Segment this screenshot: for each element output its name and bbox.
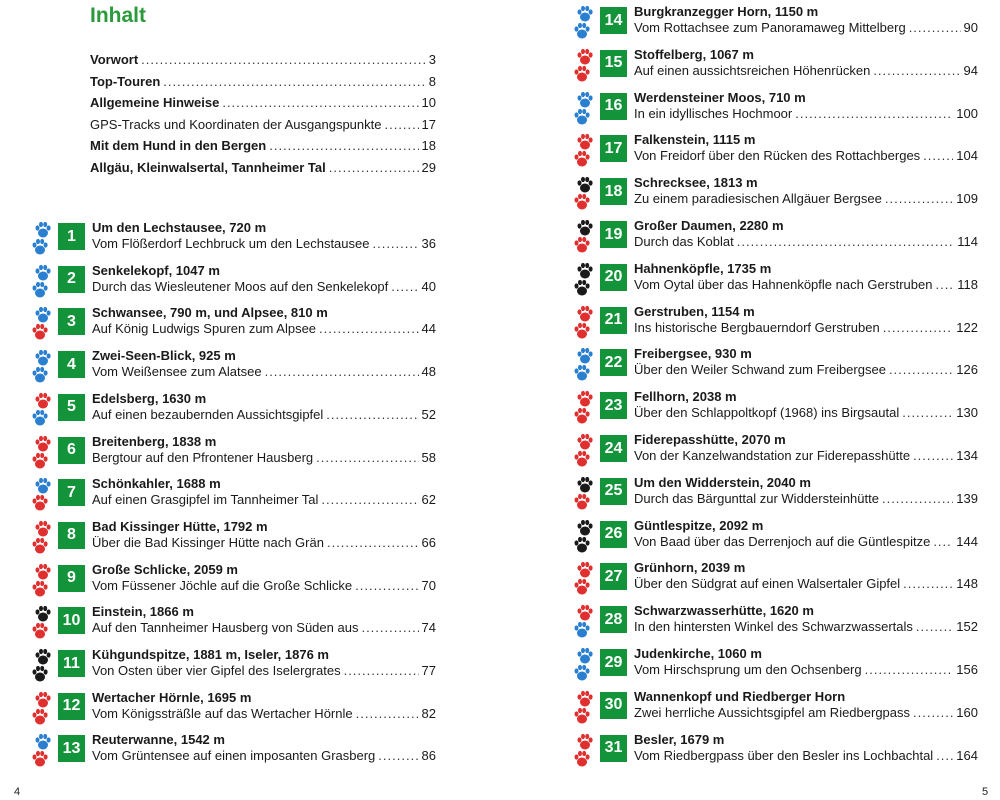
paw-difficulty-icon xyxy=(30,262,54,302)
tour-page: 48 xyxy=(421,364,436,380)
tour-page: 90 xyxy=(963,20,978,35)
tour-title: Hahnenköpfle, 1735 m xyxy=(634,260,772,276)
tour-entry[interactable] xyxy=(572,217,978,259)
tour-title: Senkelekopf, 1047 m xyxy=(92,262,220,278)
dot-leader xyxy=(316,450,418,466)
paw-difficulty-icon xyxy=(572,688,596,728)
page-number-left: 4 xyxy=(14,786,21,798)
toc-entry-page: 29 xyxy=(421,159,436,175)
tour-number-badge: 7 xyxy=(58,479,85,506)
paw-difficulty-icon xyxy=(30,518,54,558)
tour-number-badge: 21 xyxy=(600,307,627,334)
dot-leader xyxy=(885,191,953,207)
paw-difficulty-icon xyxy=(30,603,54,643)
dot-leader xyxy=(882,491,953,507)
dot-leader xyxy=(923,148,953,164)
tour-title: Fellhorn, 2038 m xyxy=(634,389,737,405)
tour-subtitle-row xyxy=(92,535,436,551)
tour-subtitle: In den hintersten Winkel des Schwarzwassertals xyxy=(634,619,913,635)
paw-difficulty-icon xyxy=(572,645,596,685)
dot-leader xyxy=(384,117,418,132)
tour-subtitle: Über den Weiler Schwand zum Freibergsee xyxy=(634,362,886,378)
paw-difficulty-icon xyxy=(572,131,596,171)
tour-page: 70 xyxy=(421,577,436,593)
tour-subtitle-row xyxy=(634,106,978,122)
toc-entry-label: GPS-Tracks und Koordinaten der Ausgangspunkte xyxy=(90,116,382,132)
tour-entry[interactable] xyxy=(30,304,436,346)
tour-entry[interactable] xyxy=(572,645,978,687)
dot-leader xyxy=(265,364,419,380)
tour-subtitle: Durch das Koblat xyxy=(634,234,734,249)
tour-subtitle: Auf einen aussichtsreichen Höhenrücken xyxy=(634,62,871,78)
tour-subtitle-row xyxy=(634,748,978,764)
tour-subtitle-row xyxy=(634,191,978,207)
tour-title: Großer Daumen, 2280 m xyxy=(634,218,784,233)
dot-leader xyxy=(356,706,419,722)
tour-title: Um den Widderstein, 2040 m xyxy=(634,474,811,490)
tour-entry[interactable] xyxy=(572,89,978,131)
toc-entry-page: 3 xyxy=(428,52,436,67)
tour-entry[interactable] xyxy=(572,46,978,88)
paw-difficulty-icon xyxy=(30,561,54,601)
tour-entry[interactable] xyxy=(30,646,436,688)
dot-leader xyxy=(222,95,418,110)
toc-entry[interactable] xyxy=(90,138,436,160)
dot-leader xyxy=(913,705,953,721)
tour-number-badge: 2 xyxy=(58,266,85,293)
tour-subtitle-row xyxy=(92,279,436,295)
tour-title: Freibergsee, 930 m xyxy=(634,346,752,362)
tour-subtitle-row xyxy=(634,405,978,421)
tour-title: Einstein, 1866 m xyxy=(92,604,194,620)
paw-difficulty-icon xyxy=(572,388,596,428)
tour-page: 122 xyxy=(956,319,978,335)
dot-leader xyxy=(913,448,953,464)
tour-entry[interactable] xyxy=(572,474,978,516)
paw-difficulty-icon xyxy=(572,217,596,257)
tour-subtitle: Durch das Bärgunttal zur Widdersteinhütte xyxy=(634,490,879,506)
paw-difficulty-icon xyxy=(30,347,54,387)
tour-title: Schwansee, 790 m, und Alpsee, 810 m xyxy=(92,305,328,321)
tour-page: 164 xyxy=(956,747,978,763)
paw-difficulty-icon xyxy=(572,260,596,300)
tour-title: Gerstruben, 1154 m xyxy=(634,303,755,319)
tour-title: Schönkahler, 1688 m xyxy=(92,476,221,492)
tour-subtitle: Von Osten über vier Gipfel des Iselergrates xyxy=(92,663,341,678)
tour-page: 74 xyxy=(421,620,436,636)
tour-subtitle: In ein idyllisches Hochmoor xyxy=(634,105,793,121)
dot-leader xyxy=(326,407,418,423)
tour-page: 118 xyxy=(957,276,978,292)
tour-number-badge: 5 xyxy=(58,394,85,421)
dot-leader xyxy=(795,106,953,122)
tour-number-badge: 3 xyxy=(58,308,85,335)
tour-page: 77 xyxy=(421,663,436,678)
tour-page: 58 xyxy=(421,449,436,465)
tour-number-badge: 1 xyxy=(58,223,85,250)
tour-page: 160 xyxy=(956,704,978,720)
dot-leader xyxy=(391,279,418,295)
tour-subtitle-row xyxy=(634,320,978,336)
tour-subtitle: Auf einen Grasgipfel im Tannheimer Tal xyxy=(92,492,319,508)
tour-subtitle-row xyxy=(634,705,978,721)
tour-subtitle: Durch das Wiesleutener Moos auf den Senkelekopf xyxy=(92,278,389,294)
tour-page: 66 xyxy=(421,534,436,550)
tour-entry[interactable] xyxy=(572,688,978,730)
tour-subtitle: Von Baad über das Derrenjoch auf die Güntlespitze xyxy=(634,533,931,549)
tour-subtitle-row xyxy=(634,20,978,36)
tour-page: 52 xyxy=(421,406,436,422)
dot-leader xyxy=(329,160,419,175)
tour-title: Breitenberg, 1838 m xyxy=(92,433,217,449)
tour-number-badge: 30 xyxy=(600,692,627,719)
toc-entry-page: 17 xyxy=(421,116,436,132)
dot-leader xyxy=(889,362,953,378)
tour-entry[interactable] xyxy=(30,603,436,645)
tour-entry[interactable] xyxy=(30,561,436,603)
tour-subtitle: Vom Hirschsprung um den Ochsenberg xyxy=(634,662,862,677)
page-number-right: 5 xyxy=(982,786,989,798)
tour-subtitle-row xyxy=(92,450,436,466)
tour-entry[interactable] xyxy=(572,731,978,773)
tour-subtitle-row xyxy=(92,407,436,423)
tour-page: 94 xyxy=(963,62,978,78)
tour-number-badge: 12 xyxy=(58,693,85,720)
tour-page: 109 xyxy=(956,191,978,207)
tour-number-badge: 11 xyxy=(58,650,85,677)
tour-subtitle: Vom Rottachsee zum Panoramaweg Mittelberg xyxy=(634,20,906,35)
paw-difficulty-icon xyxy=(30,689,54,729)
tour-title: Reuterwanne, 1542 m xyxy=(92,732,225,748)
tour-subtitle: Vom Flößerdorf Lechbruck um den Lechstausee xyxy=(92,236,370,251)
tour-subtitle-row xyxy=(634,534,978,550)
toc-entry-label: Mit dem Hund in den Bergen xyxy=(90,138,267,153)
tour-title: Edelsberg, 1630 m xyxy=(92,390,207,406)
tour-entry[interactable] xyxy=(572,303,978,345)
tour-title: Schwarzwasserhütte, 1620 m xyxy=(634,603,814,619)
tour-title: Um den Lechstausee, 720 m xyxy=(92,220,267,235)
paw-difficulty-icon xyxy=(572,559,596,599)
toc-entry-label: Top-Touren xyxy=(90,73,161,89)
tour-subtitle: Zwei herrliche Aussichtsgipfel am Riedbergpass xyxy=(634,704,911,720)
tour-page: 144 xyxy=(956,533,978,549)
tour-number-badge: 10 xyxy=(58,607,85,634)
tour-title: Werdensteiner Moos, 710 m xyxy=(634,89,806,105)
tour-entry[interactable] xyxy=(30,347,436,389)
tour-page: 139 xyxy=(956,490,978,506)
tour-subtitle: Vom Oytal über das Hahnenköpfle nach Gerstruben xyxy=(634,276,933,292)
dot-leader xyxy=(355,578,418,594)
tour-entry[interactable] xyxy=(572,517,978,559)
tour-title: Besler, 1679 m xyxy=(634,731,725,747)
tour-number-badge: 26 xyxy=(600,521,627,548)
tour-subtitle: Vom Riedbergpass über den Besler ins Lochbachtal xyxy=(634,747,934,763)
paw-difficulty-icon xyxy=(572,431,596,471)
tour-title: Wannenkopf und Riedberger Horn xyxy=(634,688,846,704)
dot-leader xyxy=(902,405,953,421)
tour-number-badge: 23 xyxy=(600,392,627,419)
paw-difficulty-icon xyxy=(572,303,596,343)
tour-subtitle-row xyxy=(634,277,978,293)
dot-leader xyxy=(909,20,961,36)
tour-number-badge: 16 xyxy=(600,93,627,120)
general-contents-list xyxy=(90,52,436,181)
tour-title: Schrecksee, 1813 m xyxy=(634,175,758,191)
tour-entry[interactable] xyxy=(30,262,436,304)
tour-number-badge: 14 xyxy=(600,7,627,34)
tour-number-badge: 31 xyxy=(600,735,627,762)
tour-page: 152 xyxy=(956,619,978,635)
dot-leader xyxy=(269,138,418,153)
tour-entry[interactable] xyxy=(572,131,978,173)
tour-entry[interactable] xyxy=(30,219,436,261)
tour-title: Stoffelberg, 1067 m xyxy=(634,46,754,62)
tour-subtitle: Über die Bad Kissinger Hütte nach Grän xyxy=(92,534,324,550)
tour-number-badge: 17 xyxy=(600,135,627,162)
tour-subtitle: Auf einen bezaubernden Aussichtsgipfel xyxy=(92,406,324,422)
toc-entry-label: Vorwort xyxy=(90,52,139,67)
tour-entry[interactable] xyxy=(572,559,978,601)
tour-subtitle-row xyxy=(92,706,436,722)
paw-difficulty-icon xyxy=(572,474,596,514)
paw-difficulty-icon xyxy=(30,646,54,686)
paw-difficulty-icon xyxy=(572,46,596,86)
tour-number-badge: 28 xyxy=(600,606,627,633)
tour-entry[interactable] xyxy=(30,390,436,432)
dot-leader xyxy=(378,748,418,764)
paw-difficulty-icon xyxy=(572,517,596,557)
tour-subtitle-row xyxy=(634,63,978,79)
tour-page: 134 xyxy=(956,448,978,463)
paw-difficulty-icon xyxy=(572,89,596,129)
tour-number-badge: 19 xyxy=(600,221,627,248)
tour-subtitle: Vom Grüntensee auf einen imposanten Grasberg xyxy=(92,748,376,764)
tour-entry[interactable] xyxy=(30,475,436,517)
tour-page: 82 xyxy=(421,705,436,721)
tour-page: 114 xyxy=(957,234,978,249)
tour-entry[interactable] xyxy=(30,689,436,731)
tour-subtitle-row xyxy=(92,578,436,594)
right-page xyxy=(500,0,1000,800)
dot-leader xyxy=(361,620,418,636)
tour-entry[interactable] xyxy=(30,433,436,475)
tour-subtitle-row xyxy=(92,321,436,337)
tour-number-badge: 4 xyxy=(58,351,85,378)
dot-leader xyxy=(372,236,418,252)
tour-entry[interactable] xyxy=(30,518,436,560)
tour-number-badge: 22 xyxy=(600,349,627,376)
paw-difficulty-icon xyxy=(30,219,54,259)
paw-difficulty-icon xyxy=(572,174,596,214)
dot-leader xyxy=(903,576,953,592)
tour-page: 62 xyxy=(421,492,436,508)
toc-title: Inhalt xyxy=(90,4,146,27)
tour-title: Burgkranzegger Horn, 1150 m xyxy=(634,4,819,19)
toc-entry[interactable] xyxy=(90,160,436,182)
dot-leader xyxy=(319,321,419,337)
dot-leader xyxy=(865,662,954,678)
toc-entry[interactable] xyxy=(90,52,436,74)
tour-entry[interactable] xyxy=(572,388,978,430)
tour-subtitle-row xyxy=(634,619,978,635)
tour-subtitle: Vom Weißensee zum Alatsee xyxy=(92,364,262,380)
dot-leader xyxy=(321,492,418,508)
tour-number-badge: 18 xyxy=(600,178,627,205)
tour-number-badge: 15 xyxy=(600,50,627,77)
tour-subtitle: Auf König Ludwigs Spuren zum Alpsee xyxy=(92,321,317,337)
tour-title: Güntlespitze, 2092 m xyxy=(634,517,764,533)
paw-difficulty-icon xyxy=(572,602,596,642)
tour-title: Grünhorn, 2039 m xyxy=(634,560,746,576)
tour-subtitle-row xyxy=(634,234,978,250)
dot-leader xyxy=(344,663,419,679)
tour-page: 126 xyxy=(956,362,978,378)
toc-entry-page: 10 xyxy=(421,95,436,110)
tour-entry[interactable] xyxy=(572,602,978,644)
tour-subtitle-row xyxy=(92,236,436,252)
tour-subtitle: Zu einem paradiesischen Allgäuer Bergsee xyxy=(634,191,882,207)
tour-title: Fiderepasshütte, 2070 m xyxy=(634,432,786,447)
tour-entry[interactable] xyxy=(572,431,978,473)
paw-difficulty-icon xyxy=(30,731,54,771)
tour-subtitle: Bergtour auf den Pfrontener Hausberg xyxy=(92,449,314,465)
paw-difficulty-icon xyxy=(30,433,54,473)
tour-entry[interactable] xyxy=(572,174,978,216)
tour-subtitle-row xyxy=(92,492,436,508)
toc-entry-label: Allgäu, Kleinwalsertal, Tannheimer Tal xyxy=(90,159,326,175)
tour-subtitle: Über den Südgrat auf einen Walsertaler Gipfel xyxy=(634,576,901,592)
tour-page: 104 xyxy=(956,148,978,164)
tour-page: 156 xyxy=(956,662,978,677)
tour-number-badge: 29 xyxy=(600,649,627,676)
toc-entry-label: Allgemeine Hinweise xyxy=(90,95,220,110)
tour-page: 100 xyxy=(956,105,978,121)
tour-subtitle-row xyxy=(634,662,978,678)
tour-page: 36 xyxy=(421,236,436,251)
tour-subtitle-row xyxy=(92,748,436,764)
tour-page: 148 xyxy=(956,576,978,592)
toc-entry-page: 18 xyxy=(421,138,436,153)
dot-leader xyxy=(916,619,953,635)
tour-subtitle: Über den Schlappoltkopf (1968) ins Birgsautal xyxy=(634,405,900,421)
tour-title: Wertacher Hörnle, 1695 m xyxy=(92,689,252,705)
tour-number-badge: 6 xyxy=(58,437,85,464)
toc-entry[interactable] xyxy=(90,117,436,139)
dot-leader xyxy=(141,52,426,67)
tour-subtitle-row xyxy=(92,620,436,636)
dot-leader xyxy=(883,320,954,336)
tour-page: 86 xyxy=(421,748,436,764)
toc-entry[interactable] xyxy=(90,74,436,96)
paw-difficulty-icon xyxy=(30,475,54,515)
tour-subtitle-row xyxy=(92,364,436,380)
dot-leader xyxy=(933,534,953,550)
tour-title: Große Schlicke, 2059 m xyxy=(92,561,238,577)
toc-entry-page: 8 xyxy=(428,73,436,89)
dot-leader xyxy=(737,234,955,250)
tour-title: Zwei-Seen-Blick, 925 m xyxy=(92,348,236,364)
tour-number-badge: 24 xyxy=(600,435,627,462)
tour-entry[interactable] xyxy=(572,3,978,45)
dot-leader xyxy=(873,63,960,79)
tour-number-badge: 9 xyxy=(58,565,85,592)
dot-leader xyxy=(936,748,953,764)
tour-title: Kühgundspitze, 1881 m, Iseler, 1876 m xyxy=(92,647,329,662)
tour-subtitle-row xyxy=(634,362,978,378)
tour-title: Judenkirche, 1060 m xyxy=(634,646,762,661)
tour-subtitle: Von Freidorf über den Rücken des Rottachberges xyxy=(634,148,921,164)
tour-subtitle-row xyxy=(634,448,978,464)
paw-difficulty-icon xyxy=(30,304,54,344)
tour-number-badge: 13 xyxy=(58,735,85,762)
tour-entry[interactable] xyxy=(30,731,436,773)
tour-title: Falkenstein, 1115 m xyxy=(634,132,756,148)
paw-difficulty-icon xyxy=(572,731,596,771)
paw-difficulty-icon xyxy=(572,345,596,385)
tour-subtitle: Von der Kanzelwandstation zur Fiderepasshütte xyxy=(634,448,911,463)
tour-subtitle-row xyxy=(634,576,978,592)
dot-leader xyxy=(163,74,425,89)
tour-subtitle-row xyxy=(634,491,978,507)
tour-number-badge: 27 xyxy=(600,563,627,590)
tour-number-badge: 20 xyxy=(600,264,627,291)
tour-subtitle: Ins historische Bergbauerndorf Gerstruben xyxy=(634,319,880,335)
tour-subtitle-row xyxy=(92,663,436,679)
tour-title: Bad Kissinger Hütte, 1792 m xyxy=(92,518,268,534)
tour-page: 44 xyxy=(421,321,436,337)
dot-leader xyxy=(935,277,954,293)
paw-difficulty-icon xyxy=(30,390,54,430)
tour-entry[interactable] xyxy=(572,260,978,302)
paw-difficulty-icon xyxy=(572,3,596,43)
dot-leader xyxy=(327,535,419,551)
tour-subtitle: Vom Füssener Jöchle auf die Große Schlicke xyxy=(92,577,353,593)
tour-subtitle: Vom Königssträßle auf das Wertacher Hörnle xyxy=(92,705,353,721)
toc-entry[interactable] xyxy=(90,95,436,117)
tour-entry[interactable] xyxy=(572,345,978,387)
tour-page: 130 xyxy=(956,405,978,421)
tour-subtitle-row xyxy=(634,148,978,164)
tour-number-badge: 25 xyxy=(600,478,627,505)
tour-number-badge: 8 xyxy=(58,522,85,549)
tour-page: 40 xyxy=(421,278,436,294)
tour-subtitle: Auf den Tannheimer Hausberg von Süden aus xyxy=(92,620,359,636)
